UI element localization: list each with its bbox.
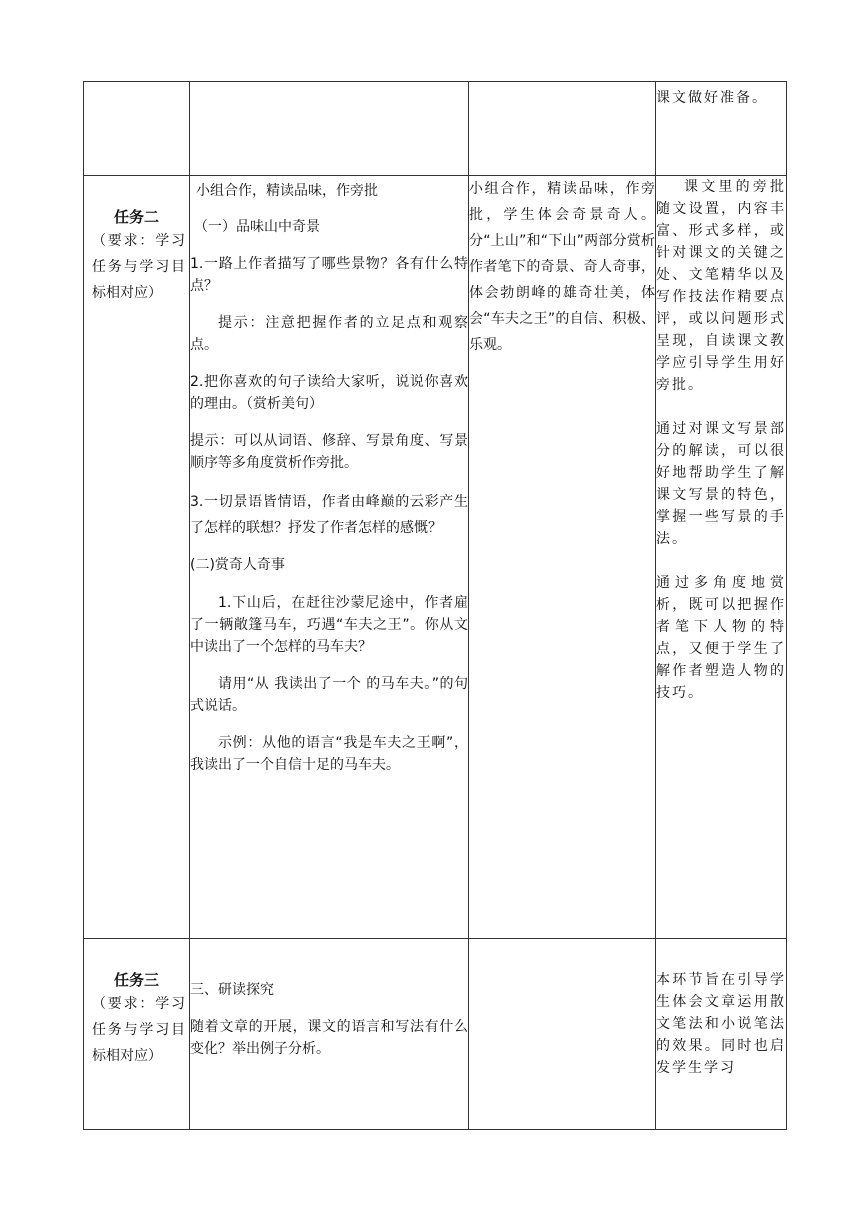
activity-line: 1.一路上作者描写了哪些景物？各有什么特点？ [190,256,468,294]
task-name: 任务二 [113,208,159,226]
table-row [84,939,787,1130]
activity-line: 三、研读探究 [190,982,274,998]
design-intent-cell [656,176,787,939]
student-activity-cell [469,82,656,176]
design-paragraph: 本环节旨在引导学生体会文章运用散文笔法和小说笔法的效果。同时也启发学生学习 [656,972,786,1076]
activity-line: 提示：可以从词语、修辞、写景角度、写景顺序等多角度赏析作旁批。 [190,433,468,471]
task-requirement: （要求：学习任务与学习目标相对应） [92,233,185,301]
student-activity-cell [469,939,656,1130]
activity-line: 1.下山后，在赶往沙蒙尼途中，作者雇了一辆敞篷马车，巧遇“车夫之王”。你从文中读出了一个怎样的马车夫？ [190,595,468,655]
table-row [84,176,787,939]
activity-line: 小组合作，精读品味，作旁批 [196,183,378,199]
activity-line: (二)赏奇人奇事 [190,557,285,573]
task-requirement: （要求：学习任务与学习目标相对应） [92,996,185,1064]
activity-line: 3.一切景语皆情语，作者由峰巅的云彩产生了怎样的联想？抒发了作者怎样的感慨？ [190,494,468,536]
teacher-activity-cell [190,82,469,176]
design-intent-cell [656,82,787,176]
activity-line: 请用“从 我读出了一个 的马车夫。”的句式说话。 [190,676,468,714]
task-cell [84,176,190,939]
teacher-activity-cell [190,939,469,1130]
student-activity-cell [469,176,656,939]
task-cell [84,939,190,1130]
teacher-activity-cell [190,176,469,939]
design-paragraph: 通过多角度地赏析，既可以把握作者笔下人物的特点，又便于学生了解作者塑造人物的技巧。 [656,575,786,701]
activity-line: 示例：从他的语言“我是车夫之王啊”，我读出了一个自信十足的马车夫。 [190,735,468,773]
lesson-plan-table [83,81,787,1130]
activity-line: 2.把你喜欢的句子读给大家听，说说你喜欢的理由。（赏析美句） [190,374,468,412]
task-cell [84,82,190,176]
activity-line: 提示：注意把握作者的立足点和观察点。 [190,315,468,353]
design-paragraph: 课文做好准备。 [656,90,768,106]
design-paragraph: 通过对课文写景部分的解读，可以很好地帮助学生了解课文写景的特色，掌握一些写景的手法。 [656,421,786,547]
table-row [84,82,787,176]
design-intent-cell [656,939,787,1130]
student-activity-text: 小组合作，精读品味，作旁批，学生体会奇景奇人。分“上山”和“下山”两部分赏析作者笔下的奇景、奇人奇事，体会勃朗峰的雄奇壮美，体会“车夫之王”的自信、积极、乐观。 [469,181,655,353]
activity-line: 随着文章的开展，课文的语言和写法有什么变化？举出例子分析。 [190,1019,468,1057]
design-paragraph: 课文里的旁批随文设置，内容丰富、形式多样，或针对课文的关键之处、文笔精华以及写作技法作精要点评，或以问题形式呈现，自读课文教学应引导学生用好旁批。 [656,179,786,393]
task-name: 任务三 [113,971,159,989]
activity-line: （一）品味山中奇景 [194,219,320,235]
